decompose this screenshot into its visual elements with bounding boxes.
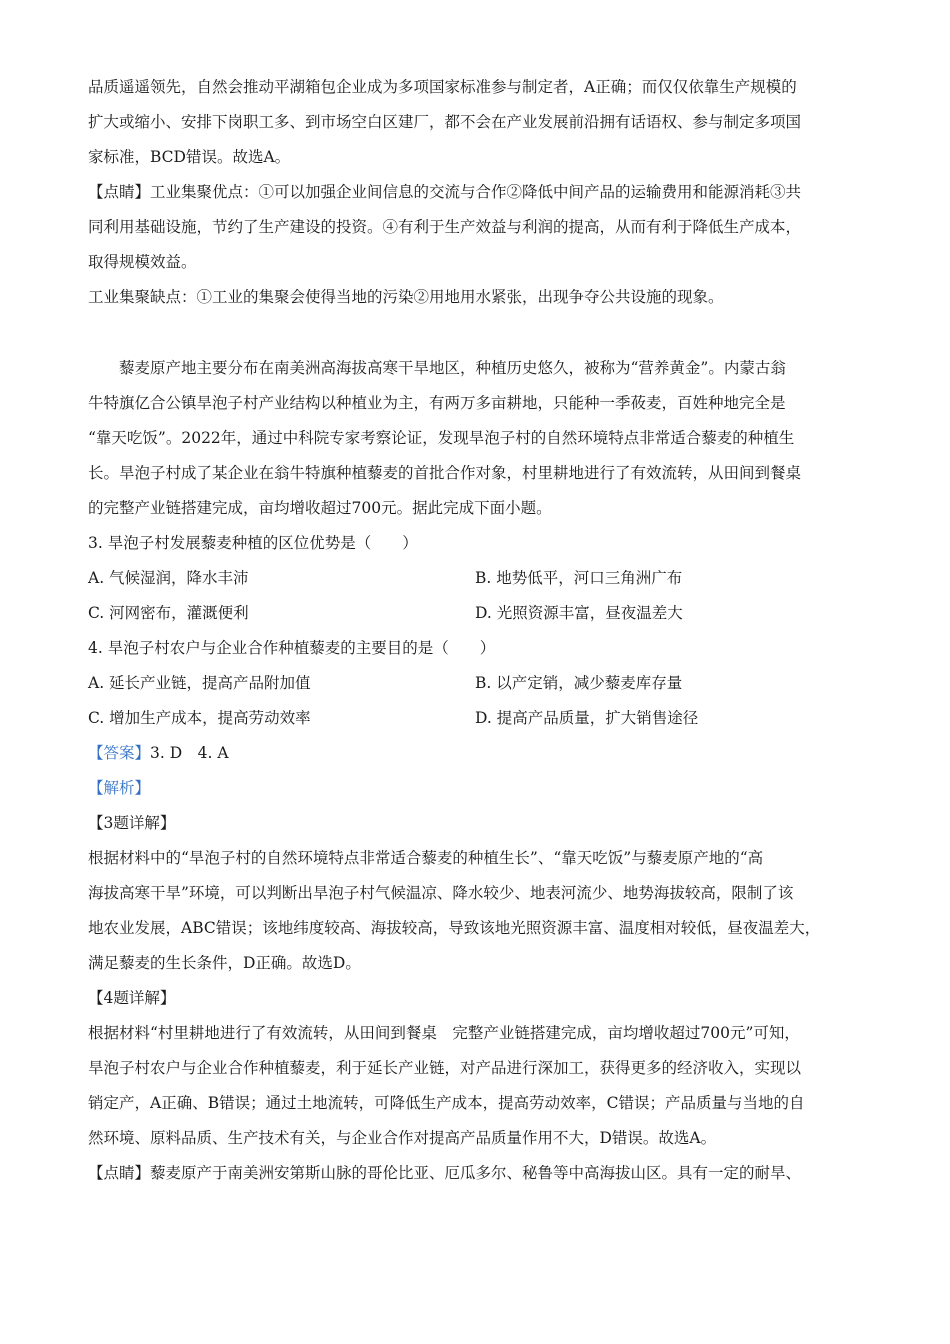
note-text: 藜麦原产于南美洲安第斯山脉的哥伦比亚、厄瓜多尔、秘鲁等中高海拔山区。具有一定的耐旱、 [150, 1164, 802, 1182]
detail-3-title: 【3题详解】 [88, 814, 176, 832]
note-paragraph [88, 1156, 863, 1191]
detail-4-line: 根据材料“村里耕地进行了有效流转，从田间到餐桌 完整产业链搭建完成，亩均增收超过700元”可知， [88, 1024, 800, 1042]
question-4-stem: 4. 旱泡子村农户与企业合作种植藜麦的主要目的是（ ） [88, 639, 496, 657]
document-page [88, 70, 863, 1191]
detail-4-line: 旱泡子村农户与企业合作种植藜麦，利于延长产业链，对产品进行深加工，获得更多的经济收入，实现以 [88, 1059, 802, 1077]
question-4-options-row [88, 701, 863, 736]
material-line: “靠天吃饭”。2022年，通过中科院专家考察论证，发现旱泡子村的自然环境特点非常适合藜麦的种植生 [88, 429, 795, 447]
detail-3-line: 根据材料中的“旱泡子村的自然环境特点非常适合藜麦的种植生长”、“靠天吃饭”与藜麦原产地的“高 [88, 849, 764, 867]
note-text: 工业集聚优点：①可以加强企业间信息的交流与合作②降低中间产品的运输费用和能源消耗③共 [150, 183, 802, 201]
detail-3-line: 地农业发展，ABC错误；该地纬度较高、海拔较高，导致该地光照资源丰富、温度相对较低，昼夜温差大， [88, 919, 821, 937]
material-line: 藜麦原产地主要分布在南美洲高海拔高寒干旱地区，种植历史悠久，被称为“营养黄金”。内蒙古翁 [119, 359, 786, 377]
analysis-tag: 【解析】 [88, 779, 151, 797]
detail-4-line: 然环境、原料品质、生产技术有关，与企业合作对提高产品质量作用不大，D错误。故选A。 [88, 1129, 717, 1147]
material-line: 长。旱泡子村成了某企业在翁牛特旗种植藜麦的首批合作对象，村里耕地进行了有效流转，从田间到餐桌 [88, 464, 802, 482]
note-line: 取得规模效益。 [88, 253, 197, 271]
answer-tag: 【答案】 [88, 744, 151, 762]
detail-4-line: 销定产，A正确、B错误；通过土地流转，可降低生产成本，提高劳动效率，C错误；产品质量与当地的自 [88, 1094, 805, 1112]
answer-text: 3. D 4. A [150, 744, 229, 762]
detail-4-title: 【4题详解】 [88, 989, 176, 1007]
note-tag: 【点睛】 [88, 1164, 151, 1182]
note-line: 同利用基础设施，节约了生产建设的投资。④有利于生产效益与利润的提高，从而有利于降低生产成本， [88, 218, 802, 236]
option-d: D. 光照资源丰富，昼夜温差大 [475, 604, 683, 622]
answer-line [88, 736, 863, 771]
question-3-options-row [88, 561, 863, 596]
option-c: C. 增加生产成本，提高劳动效率 [88, 709, 311, 727]
option-a: A. 气候湿润，降水丰沛 [88, 569, 249, 587]
option-b: B. 以产定销，减少藜麦库存量 [475, 674, 683, 692]
intro-line: 家标准，BCD错误。故选A。 [88, 148, 291, 166]
detail-3-line: 海拔高寒干旱”环境，可以判断出旱泡子村气候温凉、降水较少、地表河流少、地势海拔较高，限制了该 [88, 884, 794, 902]
option-d: D. 提高产品质量，扩大销售途径 [475, 709, 699, 727]
section-gap [88, 315, 863, 351]
option-a: A. 延长产业链，提高产品附加值 [88, 674, 311, 692]
note-tag: 【点睛】 [88, 183, 151, 201]
material-line: 牛特旗亿合公镇旱泡子村产业结构以种植业为主，有两万多亩耕地，只能种一季莜麦，百姓种地完全是 [88, 394, 786, 412]
note-line: 工业集聚缺点：①工业的集聚会使得当地的污染②用地用水紧张，出现争夺公共设施的现象。 [88, 288, 724, 306]
option-c: C. 河网密布，灌溉便利 [88, 604, 249, 622]
question-3-options-row [88, 596, 863, 631]
material-line: 的完整产业链搭建完成，亩均增收超过700元。据此完成下面小题。 [88, 499, 552, 517]
question-3-stem: 3. 旱泡子村发展藜麦种植的区位优势是（ ） [88, 534, 418, 552]
option-b: B. 地势低平，河口三角洲广布 [475, 569, 683, 587]
intro-line: 品质遥遥领先，自然会推动平湖箱包企业成为多项国家标准参与制定者，A正确；而仅仅依靠生产规模的 [88, 78, 797, 96]
intro-line: 扩大或缩小、安排下岗职工多、到市场空白区建厂，都不会在产业发展前沿拥有话语权、参与制定多项国 [88, 113, 802, 131]
question-4-options-row [88, 666, 863, 701]
detail-3-line: 满足藜麦的生长条件，D正确。故选D。 [88, 954, 361, 972]
note-paragraph [88, 175, 863, 210]
